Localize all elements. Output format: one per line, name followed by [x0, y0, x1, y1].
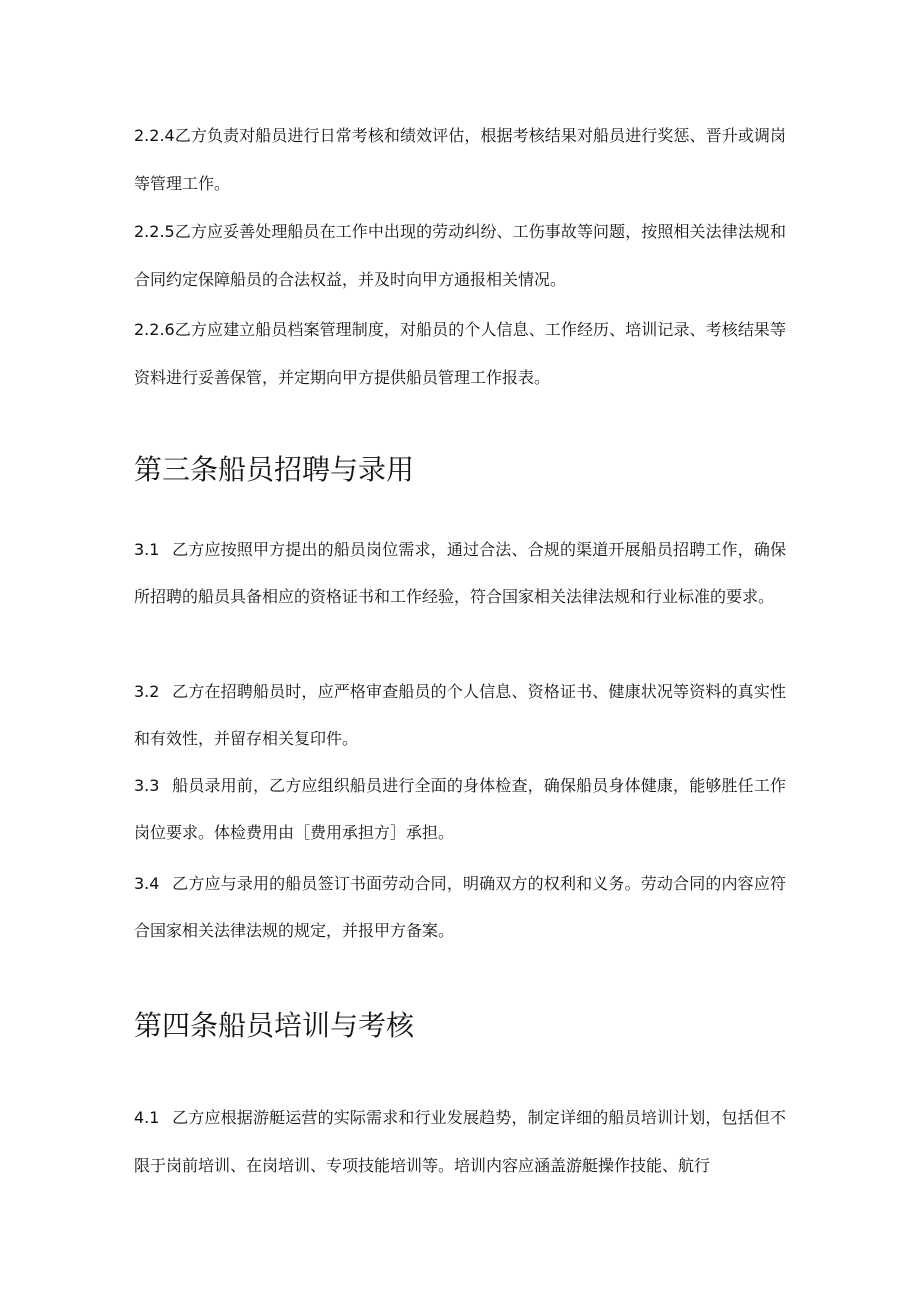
clause-4-1	[134, 1094, 786, 1190]
clause-number: 2.2.6	[134, 320, 175, 339]
clause-number: 3.4	[134, 874, 160, 893]
clause-2-2-6	[134, 306, 786, 402]
clause-3-3	[134, 762, 786, 856]
clause-number: 2.2.4	[134, 126, 175, 145]
clause-text: 船员录用前，乙方应组织船员进行全面的身体检查，确保船员身体健康，能够胜任工作岗位要求。体检费用由［费用承担方］承担。	[134, 776, 786, 842]
clause-3-4	[134, 860, 786, 954]
section-heading-3: 第三条船员招聘与录用	[134, 453, 415, 486]
clause-text: 乙方应建立船员档案管理制度，对船员的个人信息、工作经历、培训记录、考核结果等资料进行妥善保管，并定期向甲方提供船员管理工作报表。	[134, 320, 786, 387]
clause-text: 乙方应按照甲方提出的船员岗位需求，通过合法、合规的渠道开展船员招聘工作，确保所招聘的船员具备相应的资格证书和工作经验，符合国家相关法律法规和行业标准的要求。	[134, 540, 786, 606]
clause-number: 3.2	[134, 682, 160, 701]
clause-text: 乙方应与录用的船员签订书面劳动合同，明确双方的权利和义务。劳动合同的内容应符合国家相关法律法规的规定，并报甲方备案。	[134, 874, 786, 940]
clause-text: 乙方在招聘船员时，应严格审查船员的个人信息、资格证书、健康状况等资料的真实性和有效性，并留存相关复印件。	[134, 682, 786, 748]
clause-text: 乙方应根据游艇运营的实际需求和行业发展趋势，制定详细的船员培训计划，包括但不限于岗前培训、在岗培训、专项技能培训等。培训内容应涵盖游艇操作技能、航行	[134, 1108, 786, 1175]
clause-number: 3.3	[134, 776, 160, 795]
clause-3-1	[134, 526, 786, 620]
clause-3-2	[134, 668, 786, 762]
clause-number: 4.1	[134, 1108, 160, 1127]
section-heading-4: 第四条船员培训与考核	[134, 1009, 415, 1042]
clause-number: 2.2.5	[134, 222, 175, 241]
clause-2-2-5	[134, 208, 786, 304]
clause-text: 乙方负责对船员进行日常考核和绩效评估，根据考核结果对船员进行奖惩、晋升或调岗等管理工作。	[134, 126, 786, 193]
clause-number: 3.1	[134, 540, 160, 559]
clause-text: 乙方应妥善处理船员在工作中出现的劳动纠纷、工伤事故等问题，按照相关法律法规和合同约定保障船员的合法权益，并及时向甲方通报相关情况。	[134, 222, 786, 289]
clause-2-2-4	[134, 112, 786, 208]
